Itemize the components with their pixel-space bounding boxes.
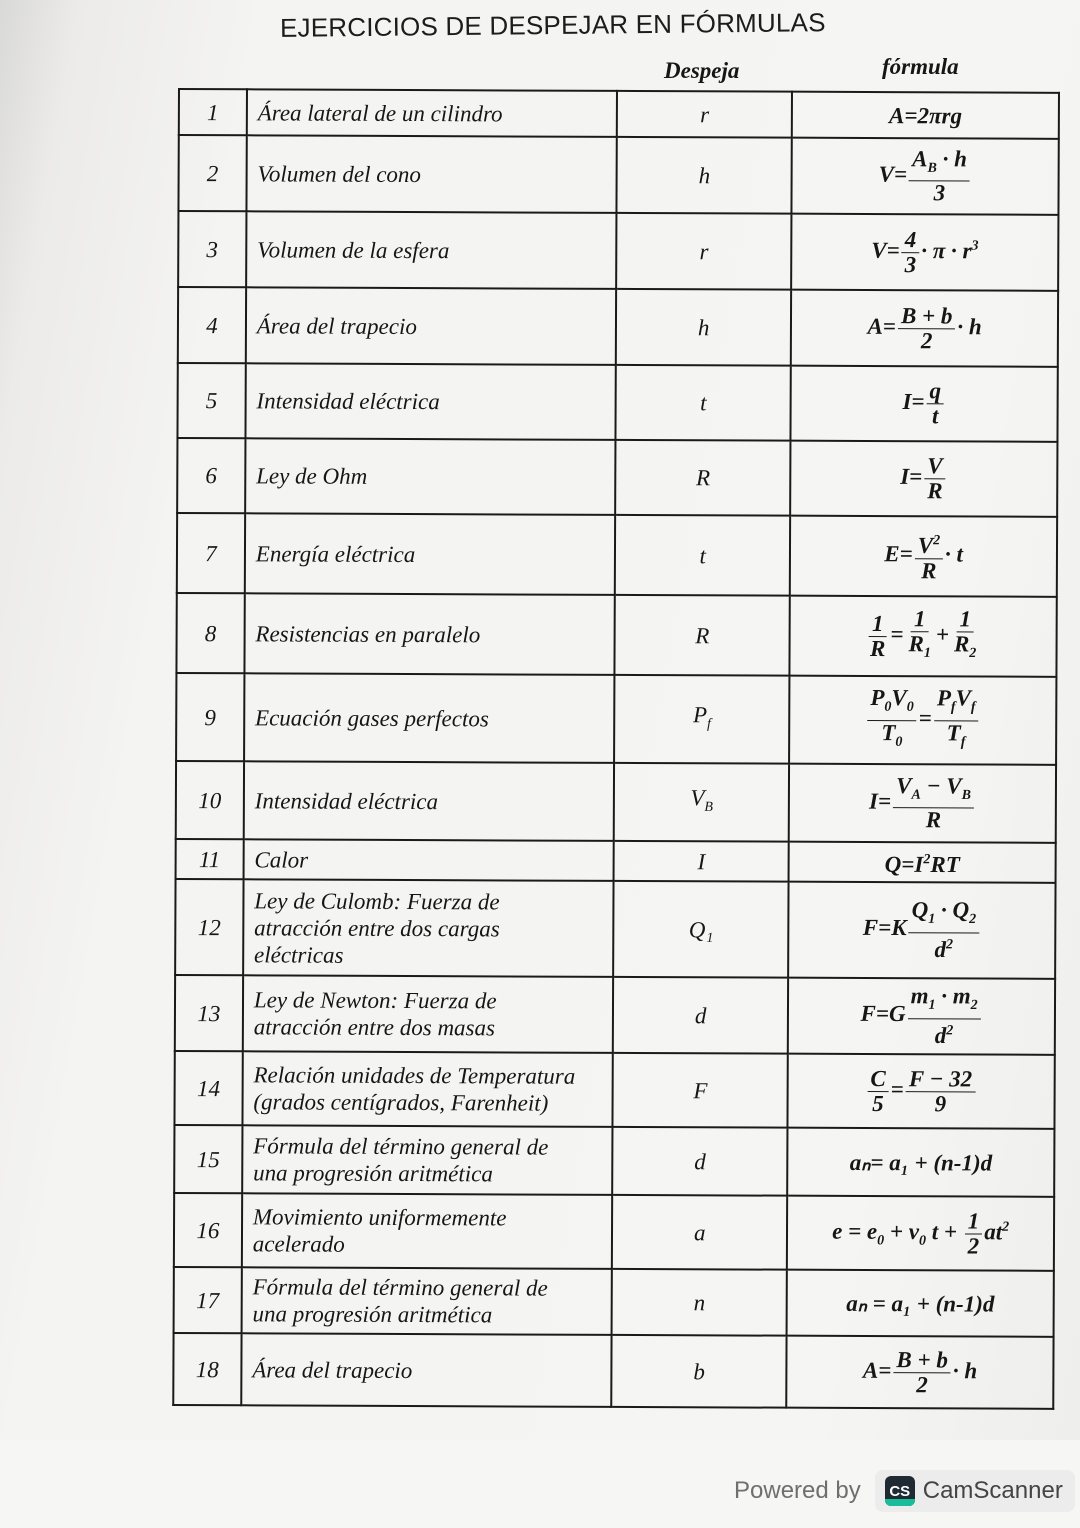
row-formula: I= $\frac{V_A - V_B}{R}$ — [789, 764, 1056, 843]
table-row — [177, 513, 1057, 597]
table-row — [174, 1193, 1054, 1271]
row-formula: $\frac{C}{5}$ = $\frac{F - 32}{9}$ — [788, 1054, 1055, 1129]
row-formula: A= $\frac{B + b}{2}$ · h — [791, 290, 1058, 367]
row-name: Ley de Ohm — [245, 438, 616, 515]
table-row — [174, 1051, 1054, 1129]
row-name: Área del trapecio — [241, 1333, 612, 1407]
row-number: 6 — [177, 438, 245, 513]
row-name-line: (grados centígrados, Farenheit) — [253, 1089, 549, 1116]
page-title: EJERCICIOS DE DESPEJAR EN FÓRMULAS — [279, 7, 826, 43]
row-formula — [787, 1128, 1054, 1197]
table-row — [175, 975, 1055, 1055]
row-name: Área lateral de un cilindro — [247, 89, 618, 137]
row-number: 7 — [177, 513, 245, 593]
row-formula — [787, 1270, 1054, 1337]
row-formula: I= $\frac{V}{R}$ — [790, 441, 1057, 517]
table-row — [176, 673, 1056, 765]
formula-text: A=2πrg — [888, 102, 963, 128]
table-row — [175, 879, 1055, 979]
row-name-line: Relación unidades de Temperatura — [253, 1062, 576, 1089]
formula-text: aₙ= a₁ + (n-1)d — [849, 1149, 993, 1176]
row-despeja: R — [615, 440, 790, 516]
row-name — [242, 1051, 613, 1127]
powered-by-label: Powered by — [734, 1477, 861, 1504]
row-formula: F=K $\frac{Q_1 \cdot Q_2}{d^2}$ — [788, 882, 1055, 979]
row-name: Calor — [243, 839, 614, 881]
row-number: 10 — [176, 761, 244, 839]
row-name-line: una progresión aritmética — [252, 1301, 493, 1328]
table-row — [177, 363, 1057, 442]
row-formula: $\frac{P_0V_0}{T_0}$ = $\frac{P_fV_f}{T_f}$ — [789, 676, 1056, 765]
row-name: Volumen de la esfera — [246, 211, 617, 289]
table-row — [173, 1333, 1053, 1409]
row-name: Volumen del cono — [246, 135, 617, 213]
formula-text: aₙ = a₁ + (n-1)d — [846, 1290, 995, 1317]
row-formula: I= $\frac{q}{t}$ — [791, 366, 1058, 442]
row-despeja: Q₁ — [613, 881, 788, 978]
row-number: 3 — [178, 211, 246, 287]
row-name — [242, 1125, 613, 1195]
table-row — [176, 839, 1056, 883]
row-number: 8 — [176, 593, 244, 673]
row-formula: E= $\frac{V^2}{R}$ · t — [790, 516, 1057, 597]
row-despeja: d — [612, 1127, 787, 1196]
row-number: 9 — [176, 673, 244, 761]
row-name: Intensidad eléctrica — [244, 761, 615, 841]
table-row — [174, 1125, 1054, 1197]
row-formula: V= $\frac{A_B \cdot h}{3}$ — [792, 138, 1059, 215]
row-number: 16 — [174, 1193, 242, 1267]
table-row — [179, 89, 1059, 139]
table-row — [178, 287, 1058, 367]
camscanner-brand: CamScanner — [922, 1477, 1063, 1504]
row-name: Área del trapecio — [246, 287, 617, 365]
table-row — [176, 761, 1056, 843]
row-despeja: t — [615, 515, 790, 596]
row-despeja: F — [613, 1053, 788, 1128]
row-despeja: $V_B$ — [614, 763, 789, 842]
table-row — [177, 438, 1057, 517]
table-row — [176, 593, 1056, 677]
row-despeja: b — [611, 1335, 786, 1408]
row-formula: A= $\frac{B + b}{2}$ · h — [787, 1336, 1054, 1409]
row-name-line: Movimiento uniformemente — [252, 1204, 507, 1231]
row-name — [243, 879, 614, 977]
row-name: Ecuación gases perfectos — [244, 673, 615, 763]
row-formula: F=G $\frac{m_1 \cdot m_2}{d^2}$ — [788, 978, 1055, 1055]
row-number: 12 — [175, 879, 243, 975]
row-formula: $e = e_0 + v_0$ t + $\frac{1}{2}$ $at^2$ — [787, 1196, 1054, 1271]
row-despeja: R — [615, 595, 790, 676]
row-formula: $\frac{1}{R}$ = $\frac{1}{R_1}$ + $\frac{1}{R_2}$ — [790, 596, 1057, 677]
row-name-line: Fórmula del término general de — [253, 1133, 549, 1160]
table-row — [178, 211, 1058, 291]
row-number: 13 — [175, 975, 243, 1051]
camscanner-badge[interactable] — [875, 1470, 1075, 1512]
row-number: 15 — [174, 1125, 242, 1193]
row-name-line: Ley de Culomb: Fuerza de — [254, 887, 500, 914]
row-despeja: r — [617, 91, 792, 138]
row-name — [242, 1193, 613, 1269]
column-header-formula: fórmula — [882, 54, 959, 79]
row-name: Intensidad eléctrica — [245, 363, 616, 440]
row-name-line: eléctricas — [253, 941, 344, 968]
row-name: Resistencias en paralelo — [244, 593, 615, 675]
row-name-line: una progresión aritmética — [253, 1160, 493, 1187]
row-name-line: atracción entre dos cargas — [254, 914, 500, 941]
row-number: 2 — [178, 135, 246, 211]
camscanner-logo-icon: CS — [885, 1476, 915, 1506]
camscanner-watermark — [734, 1470, 1075, 1512]
row-despeja: r — [616, 213, 791, 290]
row-number: 1 — [179, 89, 247, 135]
table-row — [174, 1267, 1054, 1337]
row-name-line: atracción entre dos masas — [253, 1014, 496, 1041]
row-despeja: $P_f$ — [614, 675, 789, 764]
row-name — [243, 975, 614, 1053]
row-despeja: a — [612, 1195, 787, 1270]
row-number: 18 — [173, 1333, 241, 1405]
row-despeja: t — [616, 365, 791, 441]
row-number: 14 — [174, 1051, 242, 1125]
row-name-line: acelerado — [252, 1231, 345, 1257]
row-despeja: d — [613, 977, 788, 1054]
row-name-line: Ley de Newton: Fuerza de — [253, 987, 497, 1014]
row-despeja: I — [614, 841, 789, 882]
row-despeja: h — [616, 289, 791, 366]
row-despeja: n — [612, 1269, 787, 1336]
column-header-despeja: Despeja — [664, 58, 740, 83]
row-name — [241, 1267, 612, 1335]
row-despeja: h — [617, 137, 792, 214]
row-number: 5 — [177, 363, 245, 438]
row-number: 11 — [176, 839, 244, 879]
row-formula: V= $\frac{4}{3}$ · $\pi \cdot r^3$ — [791, 214, 1058, 291]
row-number: 4 — [178, 287, 246, 363]
row-number: 17 — [174, 1267, 242, 1333]
formula-table — [172, 88, 1060, 1410]
row-formula — [792, 92, 1059, 139]
table-row — [178, 135, 1058, 215]
row-name-line: Fórmula del término general de — [252, 1274, 548, 1301]
row-name: Energía eléctrica — [245, 513, 616, 595]
row-formula: $Q=I^2RT$ — [789, 842, 1056, 883]
